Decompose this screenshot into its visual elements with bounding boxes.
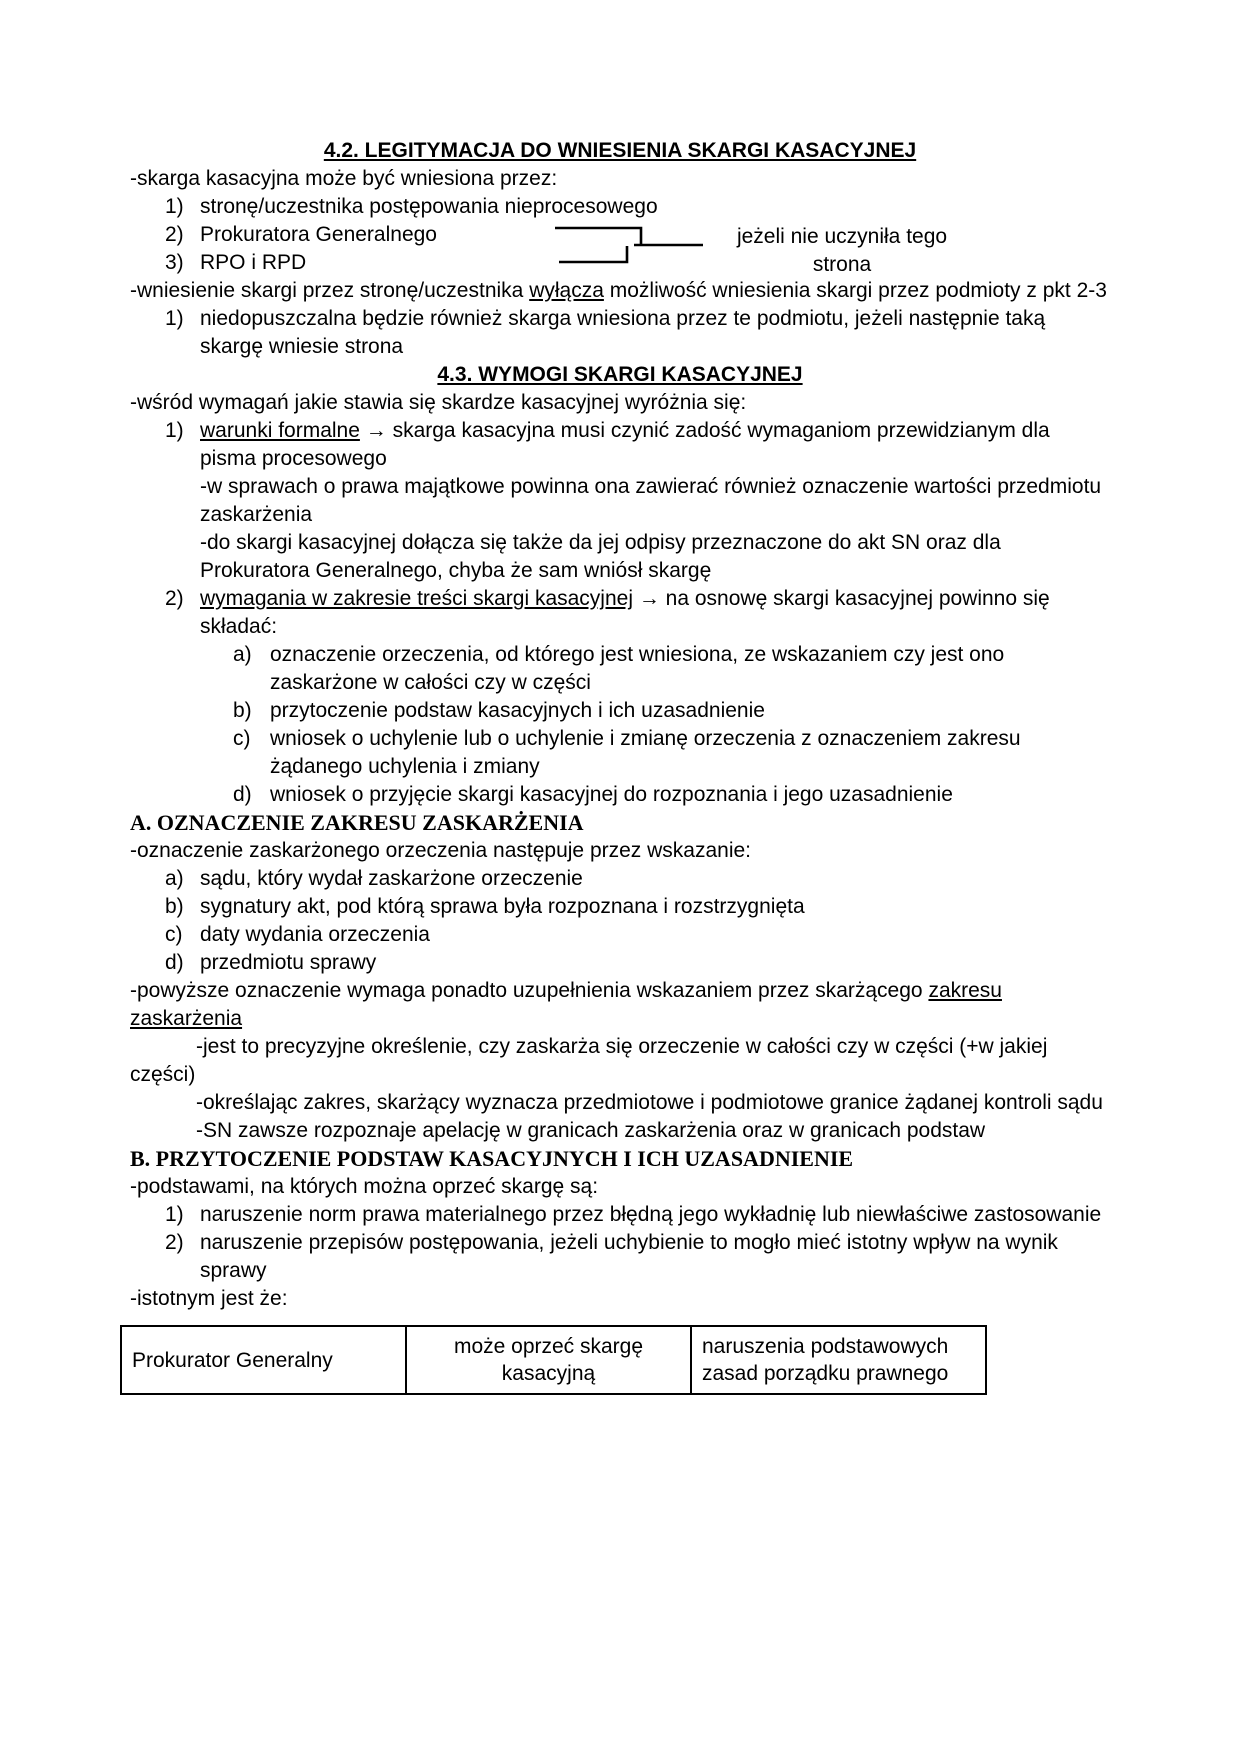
paragraph-defining-scope: -określając zakres, skarżący wyznacza przedmiotowe i podmiotowe granice żądanej kontroli sądu	[196, 1091, 1103, 1114]
list-item	[130, 193, 1110, 221]
list-item	[200, 697, 1110, 725]
list-item-content-requirements	[130, 585, 1110, 809]
list-marker: 1)	[165, 307, 184, 330]
list-item-text: wniosek o uchylenie lub o uchylenie i zmianę orzeczenia z oznaczeniem zakresu żądanego uchylenia i zmiany	[270, 727, 1021, 778]
text-run: → na osnowę skargi kasacyjnej powinno się składać:	[200, 587, 1050, 638]
list-designation-elements	[130, 865, 1110, 977]
heading-section-b: B. PRZYTOCZENIE PODSTAW KASACYJNYCH I ICH UZASADNIENIE	[130, 1146, 854, 1171]
list-item-text: przytoczenie podstaw kasacyjnych i ich uzasadnienie	[270, 699, 765, 722]
list-item	[130, 305, 1110, 361]
underlined-phrase: zakresu zaskarżenia	[130, 979, 1002, 1030]
list-item-body	[200, 585, 1110, 809]
list-item-formal-requirements	[130, 417, 1110, 585]
list-item-text: Prokuratora Generalnego	[200, 223, 437, 246]
paragraph-sn-limits: -SN zawsze rozpoznaje apelację w granicach zaskarżenia oraz w granicach podstaw	[196, 1119, 986, 1142]
list-item-text: sygnatury akt, pod którą sprawa była rozpoznana i rozstrzygnięta	[200, 895, 805, 918]
list-marker: 2)	[165, 587, 184, 610]
list-marker: d)	[165, 951, 184, 974]
list-marker: b)	[165, 895, 184, 918]
heading-4-3: 4.3. WYMOGI SKARGI KASACYJNEJ	[437, 363, 803, 386]
sublist-content-elements	[200, 641, 1110, 809]
brace-note-line2: strona	[812, 253, 872, 276]
list-marker: 1)	[165, 195, 184, 218]
heading-4-2: 4.2. LEGITYMACJA DO WNIESIENIA SKARGI KASACYJNEJ	[323, 139, 917, 162]
list-item	[130, 893, 1110, 921]
brace-note-line1: jeżeli nie uczyniła tego	[736, 225, 948, 248]
list-item-text: wniosek o przyjęcie skargi kasacyjnej do rozpoznania i jego uzasadnienie	[270, 783, 953, 806]
list-marker: a)	[165, 867, 184, 890]
paragraph-exclusion	[130, 277, 1110, 305]
list-item-text: sądu, który wydał zaskarżone orzeczenie	[200, 867, 583, 890]
paragraph-scope	[130, 977, 1110, 1033]
paragraph-important: -istotnym jest że:	[130, 1287, 288, 1310]
paragraph-intro-43: -wśród wymagań jakie stawia się skardze kasacyjnej wyróżnia się:	[130, 391, 747, 414]
underlined-phrase: warunki formalne	[200, 419, 360, 442]
list-item	[200, 725, 1110, 781]
paragraph-intro-42: -skarga kasacyjna może być wniesiona przez:	[130, 167, 558, 190]
paragraph-intro-b: -podstawami, na których można oprzeć skargę są:	[130, 1175, 599, 1198]
text-run: możliwość wniesienia skargi przez podmioty z pkt 2-3	[603, 279, 1107, 302]
list-marker: 1)	[165, 419, 184, 442]
list-item-text: RPO i RPD	[200, 251, 307, 274]
brace-note	[717, 223, 967, 279]
list-item-text: stronę/uczestnika postępowania nieprocesowego	[200, 195, 658, 218]
list-item	[200, 641, 1110, 697]
list-item	[130, 1229, 1110, 1285]
list-marker: c)	[233, 727, 251, 750]
list-item-text: naruszenie norm prawa materialnego przez błędną jego wykładnię lub niewłaściwe zastosowanie	[200, 1203, 1102, 1226]
list-marker: b)	[233, 699, 252, 722]
table-cell-grounds: naruszenia podstawowych zasad porządku prawnego	[691, 1326, 986, 1394]
list-item	[130, 949, 1110, 977]
list-marker: 2)	[165, 223, 184, 246]
list-item	[130, 1201, 1110, 1229]
underlined-phrase: wymagania w zakresie treści skargi kasacyjnej	[200, 587, 633, 610]
list-cassation-grounds	[130, 1201, 1110, 1285]
list-marker: d)	[233, 783, 252, 806]
list-marker: a)	[233, 643, 252, 666]
table-cell-subject: Prokurator Generalny	[121, 1326, 406, 1394]
brace-annotation	[555, 223, 967, 279]
table-row	[121, 1326, 986, 1394]
underlined-word: wyłącza	[529, 279, 604, 302]
paragraph-precise-definition: -jest to precyzyjne określenie, czy zaskarża się orzeczenie w całości czy w części (+w jakiej części)	[130, 1035, 1048, 1086]
brace-graphic	[555, 223, 705, 267]
list-inadmissible	[130, 305, 1110, 361]
list-item	[130, 921, 1110, 949]
list-item	[200, 781, 1110, 809]
list-item	[130, 865, 1110, 893]
list-item-text: daty wydania orzeczenia	[200, 923, 430, 946]
list-item-text: niedopuszczalna będzie również skarga wniesiona przez te podmiotu, jeżeli następnie taką skargę wniesie strona	[200, 307, 1046, 358]
list-requirements	[130, 417, 1110, 809]
summary-table	[120, 1325, 987, 1395]
list-marker: c)	[165, 923, 183, 946]
paragraph-intro-a: -oznaczenie zaskarżonego orzeczenia następuje przez wskazanie:	[130, 839, 752, 862]
list-item-body	[200, 417, 1110, 585]
list-item-text	[200, 417, 1110, 473]
list-who-can-file	[130, 193, 1110, 277]
text-run: → skarga kasacyjna musi czynić zadość wymaganiom przewidzianym dla pisma procesowego	[200, 419, 1050, 470]
heading-section-a: A. OZNACZENIE ZAKRESU ZASKARŻENIA	[130, 810, 584, 835]
list-marker: 1)	[165, 1203, 184, 1226]
list-item-text	[200, 585, 1110, 641]
text-run: -powyższe oznaczenie wymaga ponadto uzupełnienia wskazaniem przez skarżącego	[130, 979, 929, 1002]
list-item-text: oznaczenie orzeczenia, od którego jest wniesiona, ze wskazaniem czy jest ono zaskarżone w całości czy w części	[270, 643, 1005, 694]
list-item-text: naruszenie przepisów postępowania, jeżeli uchybienie to mogło mieć istotny wpływ na wynik sprawy	[200, 1231, 1058, 1282]
list-marker: 2)	[165, 1231, 184, 1254]
list-item-text: przedmiotu sprawy	[200, 951, 377, 974]
sub-paragraph: -w sprawach o prawa majątkowe powinna ona zawierać również oznaczenie wartości przedmiotu zaskarżenia	[200, 475, 1102, 526]
list-marker: 3)	[165, 251, 184, 274]
table-cell-action: może oprzeć skargę kasacyjną	[406, 1326, 691, 1394]
text-run: -wniesienie skargi przez stronę/uczestnika	[130, 279, 530, 302]
sub-paragraph: -do skargi kasacyjnej dołącza się także da jej odpisy przeznaczone do akt SN oraz dla Prokuratora Generalnego, chyba że sam wniósł skargę	[200, 531, 1001, 582]
